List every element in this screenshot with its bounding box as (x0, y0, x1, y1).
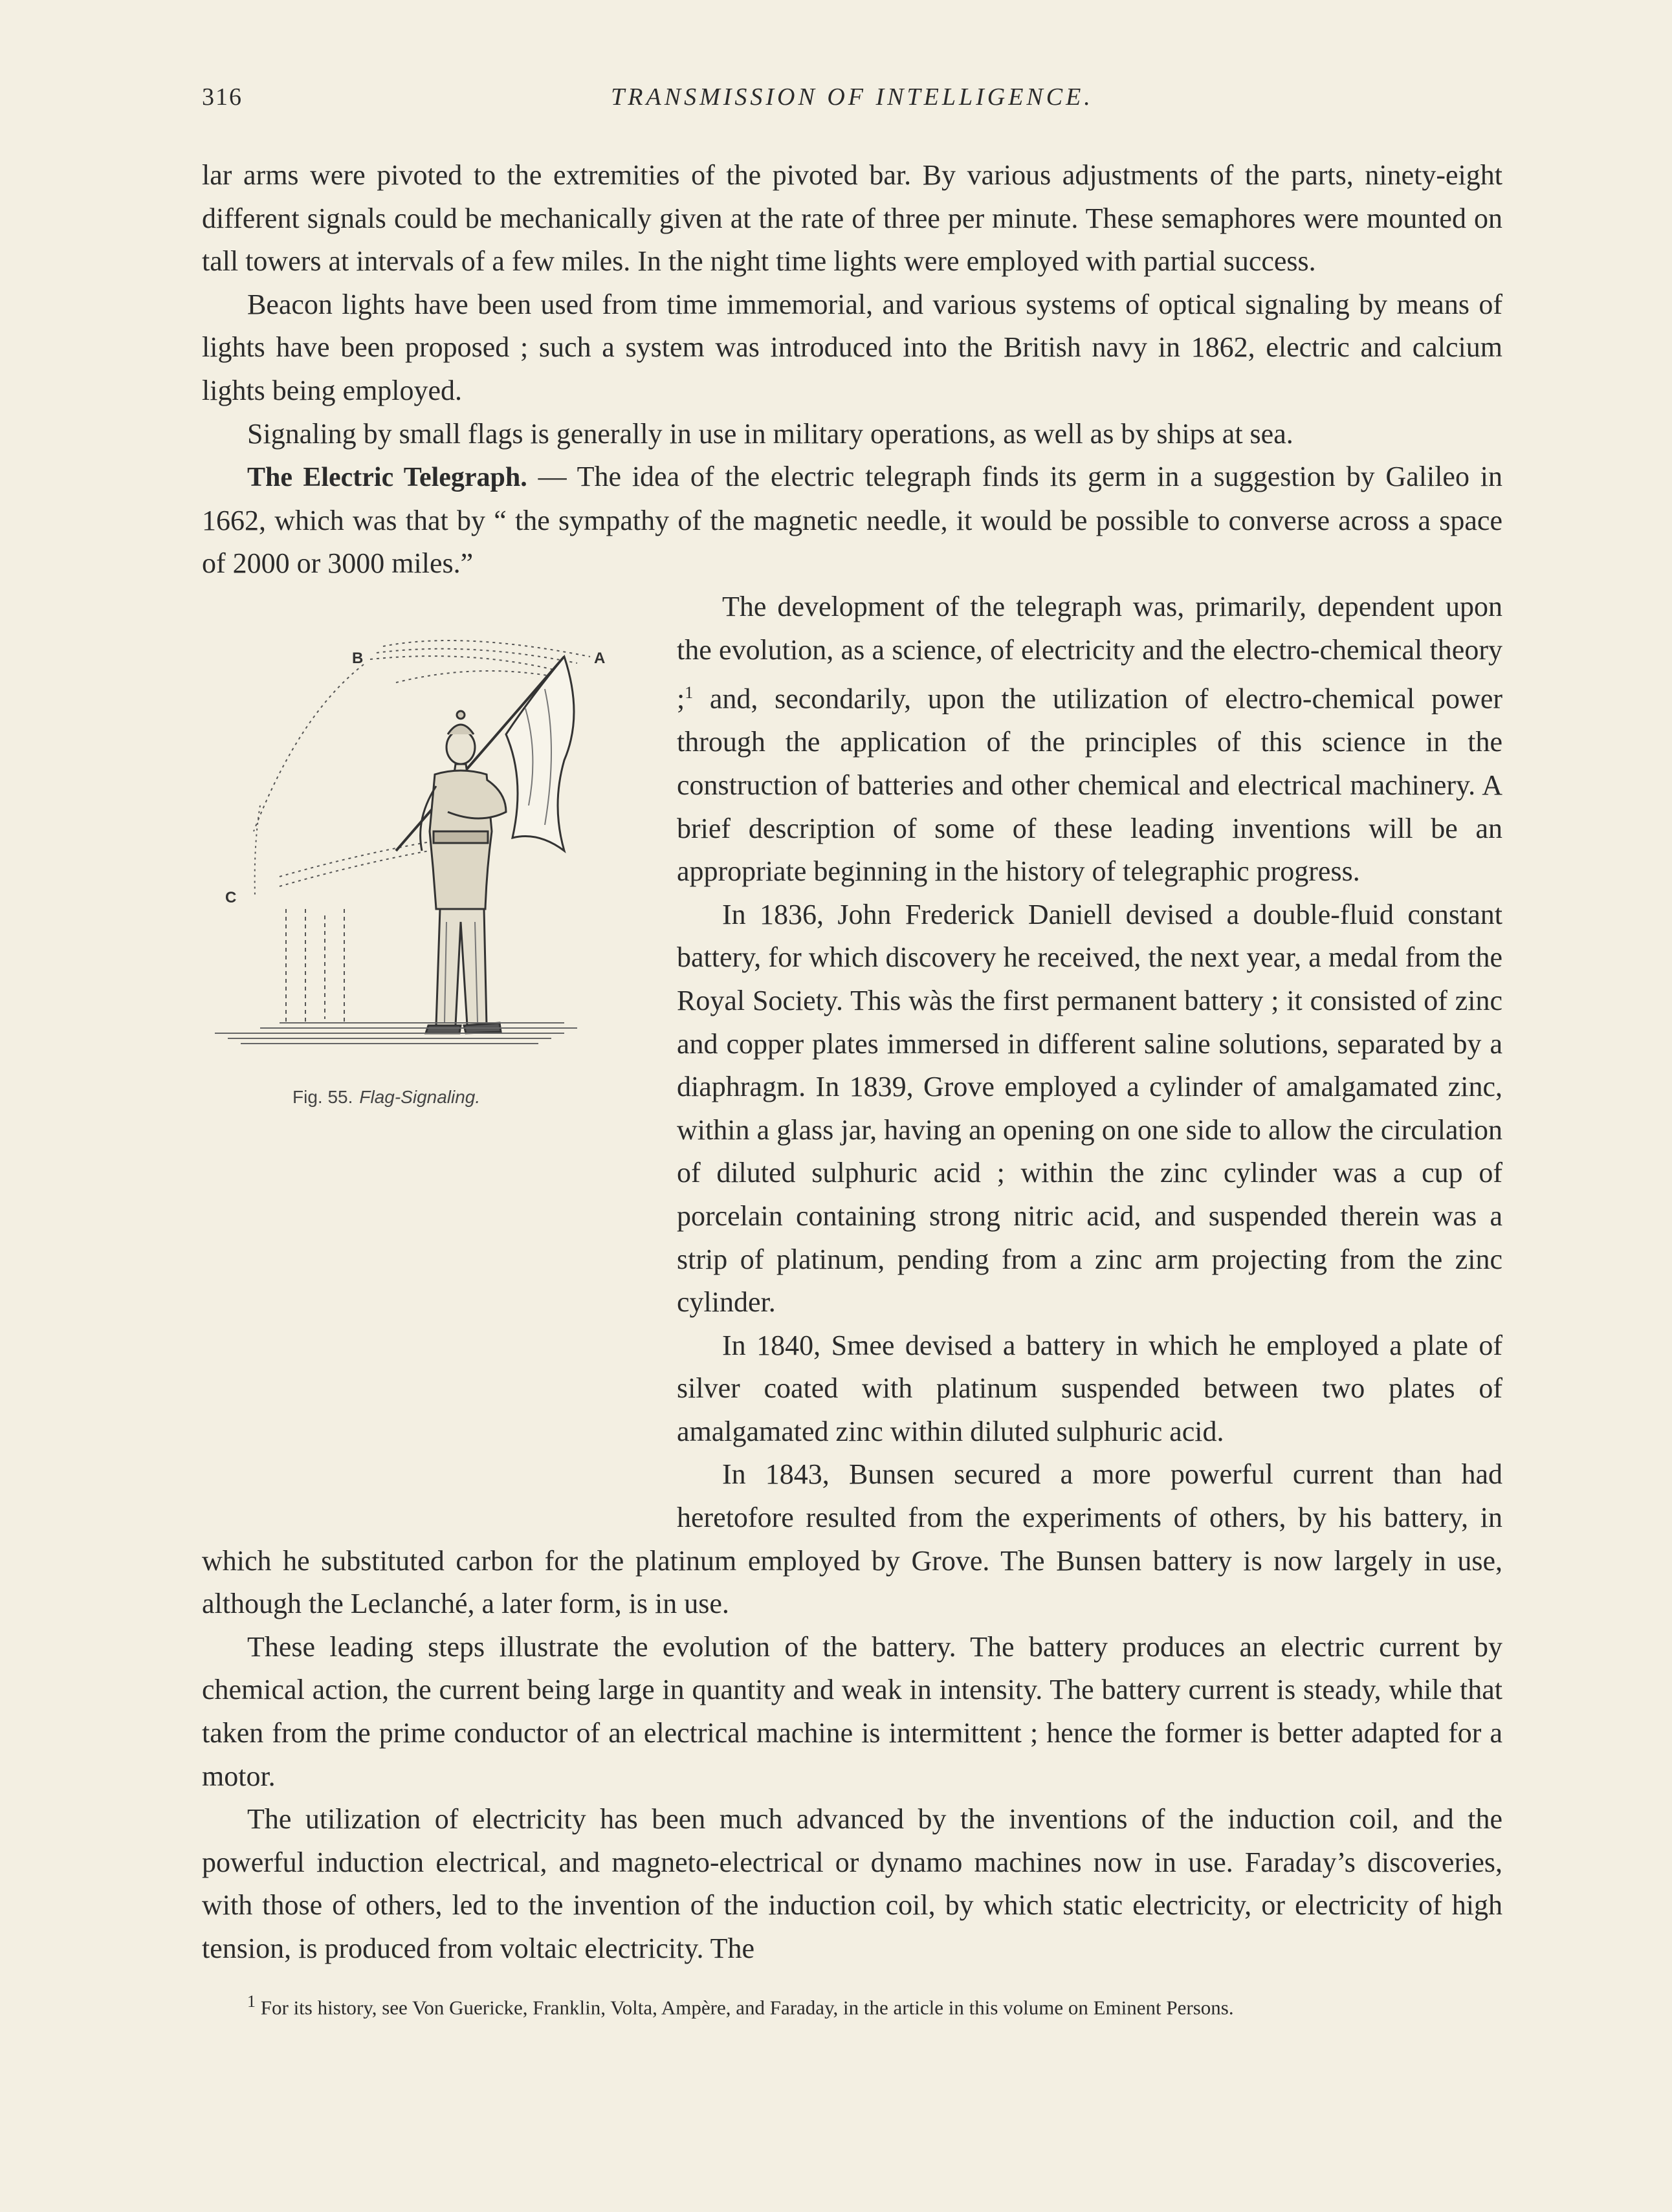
flag-position-arc (377, 649, 577, 663)
flag-position-arc (370, 656, 564, 672)
running-head (202, 83, 1502, 122)
flag-position-arc (280, 848, 448, 886)
paragraph-beacon-lights: Beacon lights have been used from time immemorial, and various systems of optical signaling by means of lights have been proposed ; such a system was introduced into the British navy in 1862, electric and calcium lights being employed. (202, 288, 1502, 406)
paragraph-smee: In 1840, Smee devised a battery in which he employed a plate of silver coated with platinum suspended between two plates of amalgamated zinc within diluted sulphuric acid. (677, 1329, 1502, 1447)
footnote-text: For its history, see Von Guericke, Franklin, Volta, Ampère, and Faraday, in the article in this volume on Eminent Persons. (256, 1996, 1234, 2019)
footnote-ref: 1 (685, 683, 694, 703)
paragraph-electric-telegraph (202, 455, 1502, 586)
flag-position-arc (255, 805, 260, 896)
paragraph-induction-coil: The utilization of electricity has been much advanced by the inventions of the induction coil, and the powerful induction electrical, and magneto-electrical or dynamo machines now in use. Faraday’s discoveries, with those of others, led to the invention of the induction coil, by which static electricity, or electricity of high tension, is produced from voltaic electricity. The (202, 1803, 1502, 1964)
paragraph-daniell-grove: In 1836, John Frederick Daniell devised a double-fluid constant battery, for which discovery he received, the next year, a medal from the Royal Society. This wàs the first permanent battery ; it consisted of zinc and copper plates immersed in different saline solutions, separated by a diaphragm. In 1839, Grove employed a cylinder of amalgamated zinc, within a glass jar, having an opening on one side to allow the circulation of diluted sulphuric acid ; within the zinc cylinder was a cup of porcelain containing strong nitric acid, and suspended therein was a strip of platinum, pending from a zinc arm projecting from the zinc cylinder. (677, 898, 1502, 1319)
paragraph-development: The development of the telegraph was, primarily, dependent upon the evolution, as a science, of electricity and the electro-chemical theory ;$^1$ and, secondarily, upon the utilization of electro-chemical power through the application of the principles of this science in the construction of batteries and other chemical and electrical machinery. A brief description of some of these leading inventions will be an appropriate beginning in the history of telegraphic progress. (677, 590, 1502, 888)
soldier-figure (421, 711, 506, 1033)
figure-caption (292, 1076, 480, 1119)
ground (215, 1023, 577, 1044)
flag-position-arc (383, 641, 590, 657)
label-a: A (594, 649, 606, 667)
flag-position-arc (254, 664, 364, 831)
section-heading: The Electric Telegraph. (247, 463, 527, 493)
paragraph-battery-evolution: These leading steps illustrate the evolution of the battery. The battery produces an electric current by chemical action, the current being large in quantity and weak in intensity. The battery current is steady, while that taken from the prime conductor of an electrical machine is intermittent ; hence the former is better adapted for a motor. (202, 1630, 1502, 1792)
flag (506, 657, 574, 851)
paragraph-semaphore: lar arms were pivoted to the extremities of the pivoted bar. By various adjustments of the parts, ninety-eight different signals could be mechanically given at the rate of three per minute. These semaphores were mounted on tall towers at intervals of a few miles. In the night time lights were employed with partial success. (202, 159, 1502, 278)
figure-flag-signaling (202, 586, 641, 1515)
paragraph-flag-signaling: Signaling by small flags is generally in use in military operations, as well as by ships at sea. (247, 417, 1293, 450)
body-text (202, 154, 1502, 1971)
label-c: C (225, 888, 237, 906)
running-title: TRANSMISSION OF INTELLIGENCE. (611, 83, 1094, 111)
footnote-marker: 1 (247, 1992, 256, 2011)
flag-position-arc (280, 838, 454, 877)
footnote (202, 1985, 1502, 2024)
paragraph-bunsen: In 1843, Bunsen secured a more powerful current than had heretofore resulted from the experiments of others, by his battery, in which he substituted carbon for the platinum employed by Grove. The Bunsen battery is now largely in use, although the Leclanché, a later form, is in use. (202, 1458, 1502, 1620)
figure-number: Fig. 55. (292, 1086, 353, 1107)
page-number: 316 (202, 83, 243, 111)
figure-title: Flag-Signaling. (359, 1086, 481, 1107)
label-b: B (352, 649, 364, 667)
paragraph-text: — The idea of the electric telegraph finds its germ in a suggestion by Galileo in 1662, which was that by “ the sympathy of the magnetic needle, it would be possible to converse across a space of 2000 or 3000 miles.” (202, 461, 1502, 580)
flag-signaling-illustration (202, 637, 641, 1064)
flag-position-arc (396, 671, 551, 683)
